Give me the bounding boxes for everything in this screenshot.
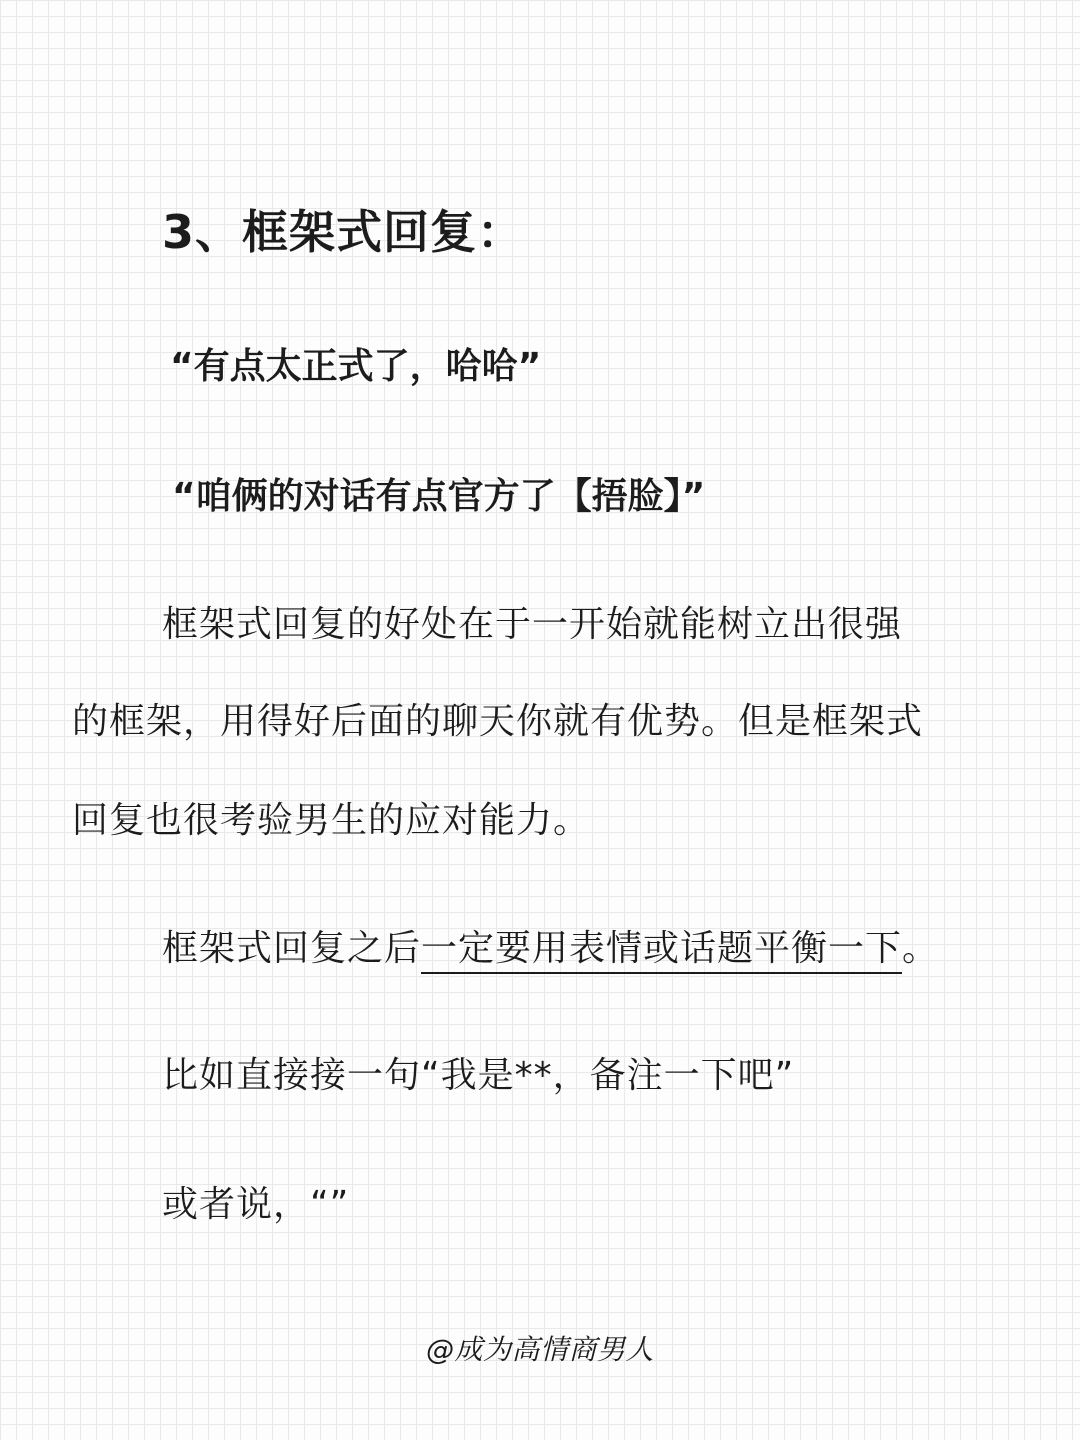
paragraph-1-line-2: 的框架，用得好后面的聊天你就有优势。但是框架式 (72, 701, 924, 742)
paragraph-2-suffix: 。 (902, 928, 940, 969)
paragraph-1-line-3: 回复也很考验男生的应对能力。 (72, 800, 591, 841)
author-signature: @成为高情商男人 (425, 1333, 654, 1366)
paragraph-2 (162, 920, 939, 971)
paragraph-4: 或者说，“” (162, 1184, 350, 1225)
paragraph-1-line-1: 框架式回复的好处在于一开始就能树立出很强 (162, 604, 903, 645)
section-title: 3、框架式回复： (162, 205, 525, 259)
example-quote-1: “有点太正式了，哈哈” (170, 346, 542, 387)
paragraph-2-prefix: 框架式回复之后 (162, 928, 422, 969)
paragraph-3: 比如直接接一句“我是**，备注一下吧” (162, 1055, 795, 1096)
paragraph-2-underlined-text: 一定要用表情或话题平衡一下 (421, 928, 902, 974)
example-quote-2: “咱俩的对话有点官方了【捂脸】” (172, 476, 706, 517)
